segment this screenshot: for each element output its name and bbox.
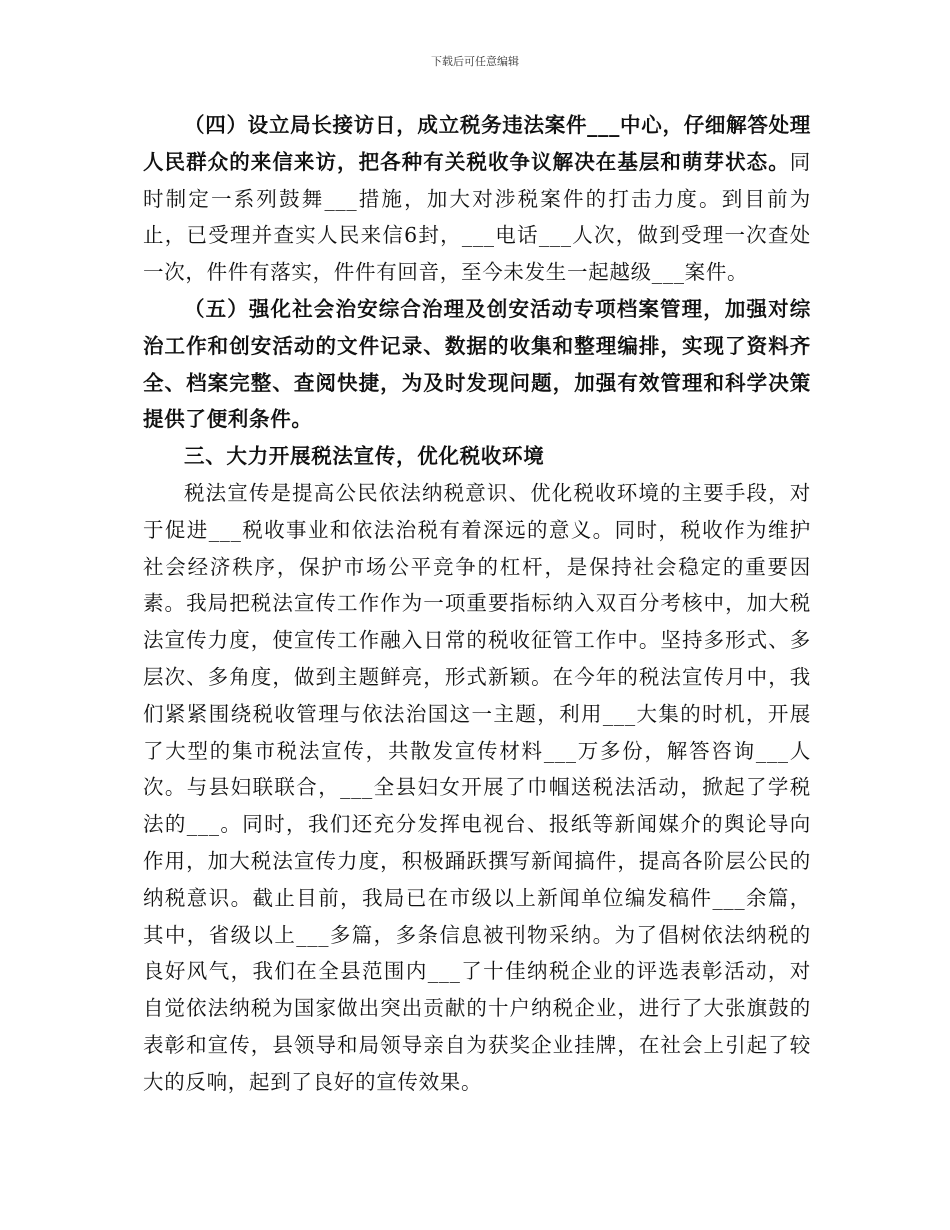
paragraph-tax-publicity: 税法宣传是提高公民依法纳税意识、优化税收环境的主要手段，对于促进___税收事业和依法治税有着深远的意义。同时，税收作为维护社会经济秩序，保护市场公平竞争的杠杆，是保持社会稳定的重要因素。我局把税法宣传工作作为一项重要指标纳入双百分考核中，加大税法宣传力度，使宣传工作融入日常的税收征管工作中。坚持多形式、多层次、多角度，做到主题鲜亮，形式新颖。在今年的税法宣传月中，我们紧紧围绕税收管理与依法治国这一主题，利用___大集的时机，开展了大型的集市税法宣传，共散发宣传材料___万多份，解答咨询___人次。与县妇联联合，___全县妇女开展了巾帼送税法活动，掀起了学税法的___。同时，我们还充分发挥电视台、报纸等新闻媒介的舆论导向作用，加大税法宣传力度，积极踊跃撰写新闻搞件，提高各阶层公民的纳税意识。截止目前，我局已在市级以上新闻单位编发稿件___余篇，其中，省级以上___多篇，多条信息被刊物采纳。为了倡树依法纳税的良好风气，我们在全县范围内___了十佳纳税企业的评选表彰活动，对自觉依法纳税为国家做出突出贡献的十户纳税企业，进行了大张旗鼓的表彰和宣传，县领导和局领导亲自为获奖企业挂牌，在社会上引起了较大的反响，起到了良好的宣传效果。: [143, 480, 811, 1094]
page-header-note: 下载后可任意编辑: [431, 55, 519, 68]
paragraph-item-4: [143, 107, 811, 291]
paragraph-item-4-rest: 同时制定一系列鼓舞___措施，加大对涉税案件的打击力度。到目前为止，已受理并查实人民来信6封，___电话___人次，做到受理一次查处一次，件件有落实，件件有回音，至今未发生一起越级___案件。: [143, 149, 811, 285]
paragraph-item-4-bold: （四）设立局长接访日，成立税务违法案件___中心，仔细解答处理人民群众的来信来访，把各种有关税收争议解决在基层和萌芽状态。: [143, 113, 811, 174]
paragraph-item-5: （五）强化社会治安综合治理及创安活动专项档案管理，加强对综治工作和创安活动的文件记录、数据的收集和整理编排，实现了资料齐全、档案完整、查阅快捷，为及时发现问题，加强有效管理和科学决策提供了便利条件。: [143, 296, 811, 432]
document-body: [143, 107, 811, 1101]
section-3-heading: 三、大力开展税法宣传，优化税收环境: [184, 444, 545, 469]
